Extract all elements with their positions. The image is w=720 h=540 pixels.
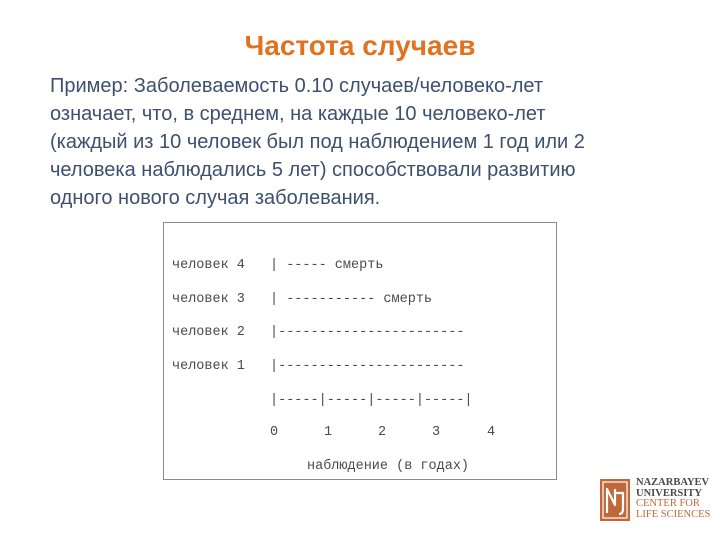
row-label-person-3: человек 3 [172, 292, 245, 307]
paragraph-line-4: человека наблюдались 5 лет) способствовали развитию [50, 159, 576, 181]
logo-line-university: UNIVERSITY [636, 487, 702, 499]
row-track-person-3: | ----------- смерть [270, 292, 433, 307]
row-label-person-1: человек 1 [172, 359, 245, 374]
logo-line-center-for: CENTER FOR [636, 498, 700, 509]
logo-line-nazarbayev: NAZARBAYEV [636, 477, 710, 488]
nazarbayev-university-logo [600, 477, 715, 523]
tick-label-3: 3 [432, 425, 441, 440]
row-track-person-1: |----------------------- [270, 359, 465, 374]
row-track-person-4: | ----- смерть [270, 258, 384, 273]
axis-title: наблюдение (в годах) [307, 459, 470, 474]
logo-line-life-sciences: LIFE SCIENCES [636, 508, 711, 520]
paragraph-line-1: Пример: Заболеваемость 0.10 случаев/человеко-лет [50, 75, 544, 97]
example-paragraph [50, 72, 700, 212]
paragraph-line-2: означает, что, в среднем, на каждые 10 человеко-лет [50, 103, 546, 125]
follow-up-diagram [163, 222, 557, 480]
row-label-person-4: человек 4 [172, 258, 245, 273]
slide-title: Частота случаев [244, 30, 476, 61]
tick-label-1: 1 [324, 425, 333, 440]
row-track-person-2: |----------------------- [270, 325, 465, 340]
university-emblem-icon [600, 479, 630, 521]
tick-label-2: 2 [378, 425, 387, 440]
paragraph-line-3: (каждый из 10 человек был под наблюдением 1 год или 2 [50, 131, 585, 153]
tick-label-4: 4 [487, 425, 496, 440]
tick-label-0: 0 [270, 425, 279, 440]
row-label-person-2: человек 2 [172, 325, 245, 340]
time-axis-line: |-----|-----|-----|-----| [270, 393, 473, 408]
paragraph-line-5: одного нового случая заболевания. [50, 187, 381, 209]
